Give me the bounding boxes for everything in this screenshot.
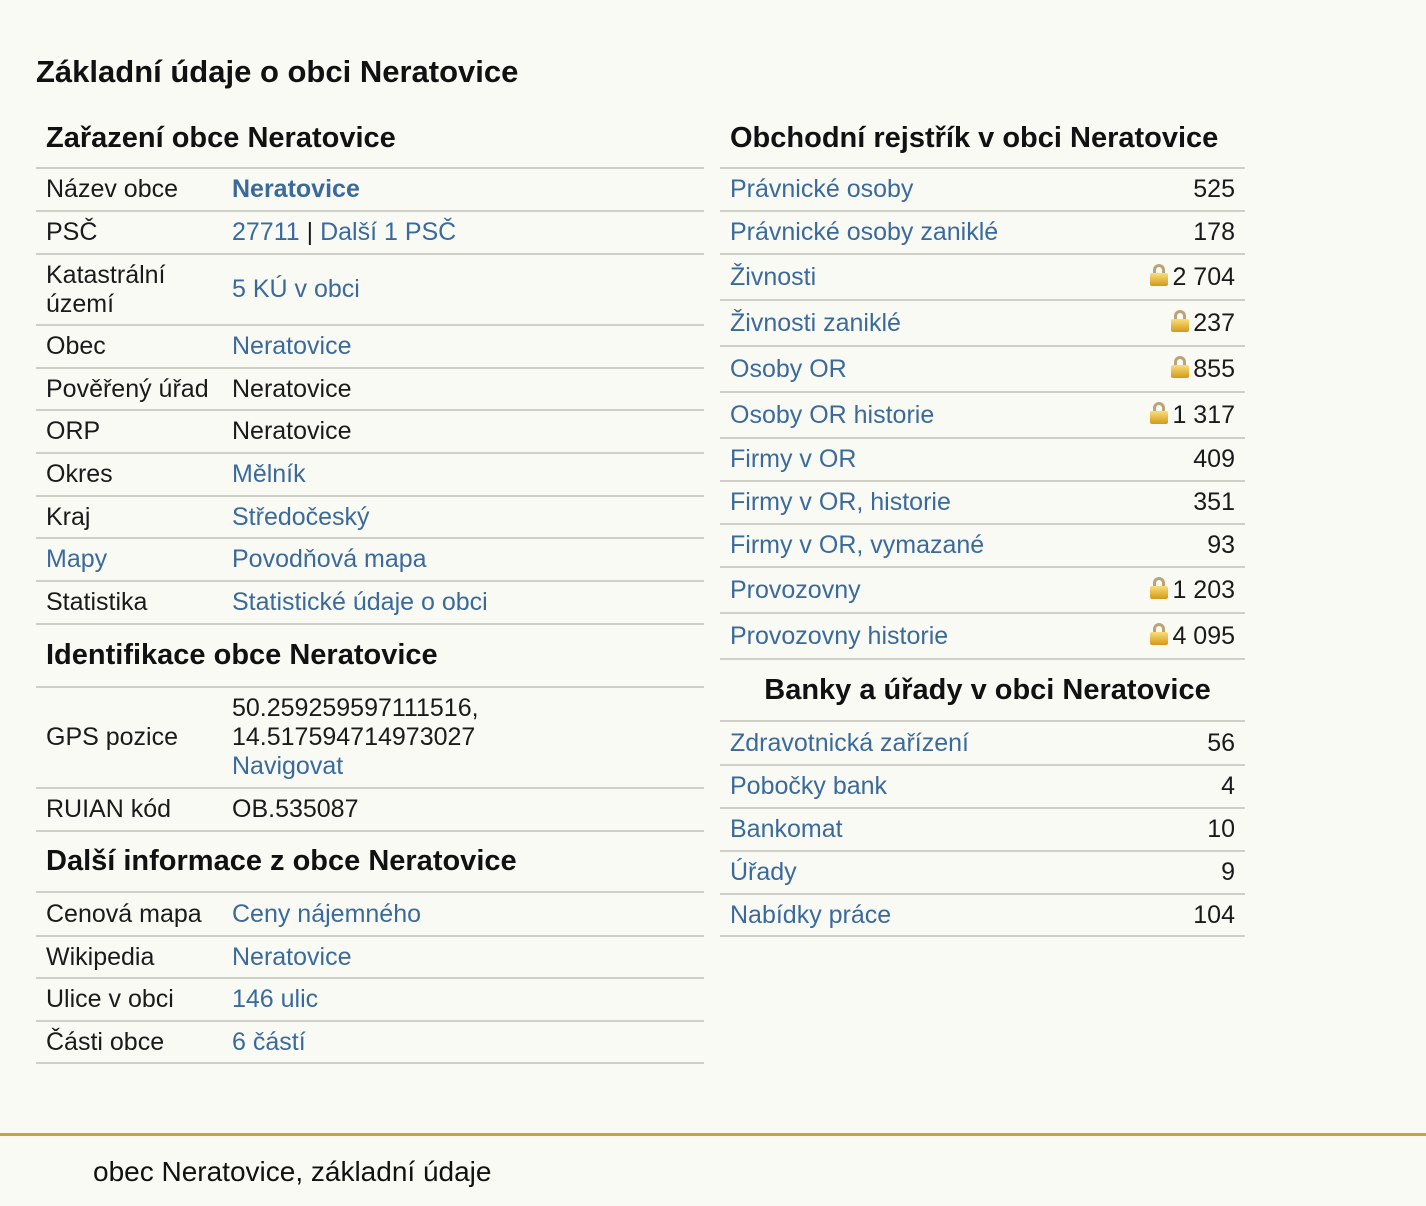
- row-label: Okres: [36, 453, 232, 496]
- table-row: [36, 978, 704, 1021]
- wikipedia-link[interactable]: Neratovice: [232, 942, 352, 971]
- identifikace-table: [36, 688, 704, 832]
- table-row: [36, 368, 704, 410]
- row-link[interactable]: Nabídky práce: [730, 900, 892, 929]
- right-column: [720, 110, 1245, 937]
- table-row: [36, 254, 704, 325]
- section-title-identifikace: Identifikace obce Neratovice: [36, 625, 704, 688]
- table-row: [36, 893, 704, 936]
- row-count: 1 203: [1172, 575, 1235, 604]
- row-label: Název obce: [36, 169, 232, 211]
- maps-link[interactable]: Mapy: [46, 545, 108, 573]
- table-row: [36, 581, 704, 624]
- table-row: [720, 169, 1245, 211]
- rent-prices-link[interactable]: Ceny nájemného: [232, 899, 422, 928]
- row-label: Cenová mapa: [36, 893, 232, 936]
- row-label: Wikipedia: [36, 936, 232, 978]
- table-row: [720, 211, 1245, 254]
- row-link[interactable]: Bankomat: [730, 815, 843, 843]
- row-link[interactable]: Právnické osoby zaniklé: [730, 218, 999, 246]
- table-row: [36, 169, 704, 211]
- table-row: [720, 894, 1245, 936]
- lock-icon: [1150, 264, 1168, 286]
- table-row: [36, 211, 704, 254]
- row-link[interactable]: Živnosti: [730, 262, 817, 291]
- more-psc-link[interactable]: Další 1 PSČ: [320, 218, 457, 246]
- row-link[interactable]: Firmy v OR, historie: [730, 488, 951, 516]
- zarazeni-table: [36, 169, 704, 625]
- statistics-link[interactable]: Statistické údaje o obci: [232, 588, 488, 616]
- rejstrik-table: [720, 169, 1245, 660]
- section-title-dalsi: Další informace z obce Neratovice: [36, 832, 704, 893]
- table-row: [720, 300, 1245, 346]
- flood-map-link[interactable]: Povodňová mapa: [232, 545, 427, 573]
- footer-text: obec Neratovice, základní údaje: [93, 1156, 492, 1187]
- row-link[interactable]: Právnické osoby: [730, 175, 914, 203]
- row-link[interactable]: Osoby OR: [730, 354, 847, 383]
- row-label: GPS pozice: [36, 688, 232, 788]
- lock-icon: [1150, 577, 1168, 599]
- row-count: 409: [1193, 445, 1235, 473]
- row-count: 178: [1193, 218, 1235, 246]
- table-row: [720, 254, 1245, 300]
- section-title-banky: Banky a úřady v obci Neratovice: [720, 660, 1245, 722]
- banky-table: [720, 722, 1245, 937]
- navigate-link[interactable]: Navigovat: [232, 752, 344, 780]
- row-link[interactable]: Firmy v OR, vymazané: [730, 531, 985, 559]
- lock-icon: [1171, 310, 1189, 332]
- row-count: 104: [1193, 900, 1235, 929]
- row-count: 855: [1193, 354, 1235, 383]
- row-count: 351: [1193, 488, 1235, 516]
- gps-latitude: 50.259259597111516,: [232, 694, 479, 722]
- table-row: [720, 765, 1245, 808]
- table-row: [36, 496, 704, 538]
- row-count: 4 095: [1172, 621, 1235, 650]
- row-count: 4: [1221, 772, 1235, 800]
- row-count: 10: [1207, 815, 1235, 843]
- row-link[interactable]: Osoby OR historie: [730, 400, 935, 429]
- row-label-line: území: [46, 289, 115, 318]
- gps-longitude: 14.517594714973027: [232, 723, 476, 751]
- page-title: Základní údaje o obci Neratovice: [36, 54, 519, 89]
- footer-divider: [0, 1133, 1426, 1136]
- row-link[interactable]: Provozovny: [730, 575, 861, 604]
- row-value: Neratovice: [232, 368, 704, 410]
- table-row: [720, 346, 1245, 392]
- table-row: [36, 1021, 704, 1063]
- municipality-name-link[interactable]: Neratovice: [232, 175, 360, 203]
- row-count: 525: [1193, 175, 1235, 203]
- row-label: Statistika: [36, 581, 232, 624]
- section-title-rejstrik: Obchodní rejstřík v obci Neratovice: [720, 110, 1245, 169]
- row-label: [36, 254, 232, 325]
- section-title-zarazeni: Zařazení obce Neratovice: [36, 110, 704, 169]
- row-link[interactable]: Úřady: [730, 858, 797, 886]
- table-row: [720, 722, 1245, 765]
- dalsi-table: [36, 893, 704, 1064]
- table-row: [36, 410, 704, 453]
- row-count: 1 317: [1172, 400, 1235, 429]
- kraj-link[interactable]: Středočeský: [232, 502, 370, 531]
- row-label: Pověřený úřad: [36, 368, 232, 410]
- row-label: PSČ: [36, 211, 232, 254]
- lock-icon: [1171, 356, 1189, 378]
- table-row: [36, 325, 704, 368]
- row-label: Ulice v obci: [36, 978, 232, 1021]
- row-link[interactable]: Pobočky bank: [730, 772, 888, 800]
- table-row: [36, 538, 704, 581]
- table-row: [720, 808, 1245, 851]
- psc-separator: |: [299, 218, 321, 246]
- table-row: [720, 438, 1245, 481]
- row-link[interactable]: Zdravotnická zařízení: [730, 728, 969, 757]
- table-row: [36, 688, 704, 788]
- psc-link[interactable]: 27711: [232, 218, 300, 246]
- table-row: [720, 524, 1245, 567]
- parts-link[interactable]: 6 částí: [232, 1027, 306, 1056]
- ruian-code: OB.535087: [232, 788, 704, 831]
- row-label: Obec: [36, 325, 232, 368]
- row-count: 56: [1207, 728, 1235, 757]
- row-count: 9: [1221, 858, 1235, 886]
- table-row: [36, 936, 704, 978]
- table-row: [720, 481, 1245, 524]
- lock-icon: [1150, 402, 1168, 424]
- row-label: ORP: [36, 410, 232, 453]
- row-link[interactable]: Živnosti zaniklé: [730, 308, 901, 337]
- row-count: 2 704: [1172, 262, 1235, 291]
- row-label: Kraj: [36, 496, 232, 538]
- okres-link[interactable]: Mělník: [232, 460, 306, 488]
- left-column: [36, 110, 704, 1064]
- streets-link[interactable]: 146 ulic: [232, 985, 319, 1013]
- row-label-line: Katastrální: [46, 260, 166, 289]
- table-row: [36, 453, 704, 496]
- obec-link[interactable]: Neratovice: [232, 332, 352, 360]
- row-count: 93: [1207, 531, 1235, 559]
- table-row: [720, 567, 1245, 613]
- cadastral-areas-link[interactable]: 5 KÚ v obci: [232, 275, 360, 303]
- table-row: [720, 613, 1245, 659]
- row-count: 237: [1193, 308, 1235, 337]
- row-value: Neratovice: [232, 410, 704, 453]
- row-link[interactable]: Provozovny historie: [730, 621, 949, 650]
- row-label: Části obce: [36, 1021, 232, 1063]
- table-row: [720, 851, 1245, 894]
- table-row: [720, 392, 1245, 438]
- row-label: RUIAN kód: [36, 788, 232, 831]
- table-row: [36, 788, 704, 831]
- row-link[interactable]: Firmy v OR: [730, 445, 857, 473]
- lock-icon: [1150, 623, 1168, 645]
